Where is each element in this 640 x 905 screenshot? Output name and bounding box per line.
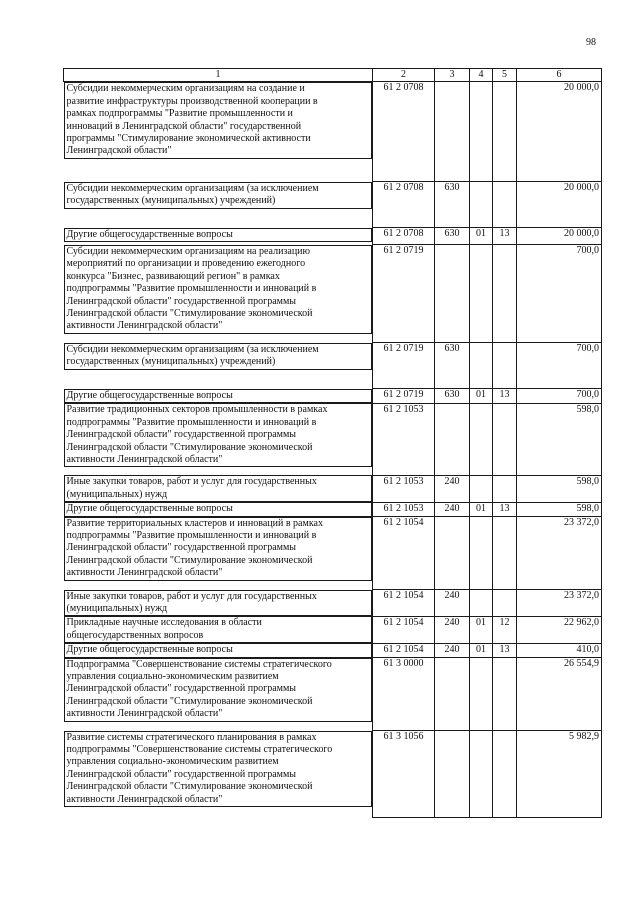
row-expense-type: 630 (435, 182, 470, 228)
row-description: Другие общегосударственные вопросы (64, 643, 373, 657)
row-amount: 598,0 (517, 502, 602, 516)
row-section (470, 475, 493, 502)
row-amount: 700,0 (517, 343, 602, 389)
row-subsection: 13 (493, 502, 517, 516)
row-section (470, 82, 493, 182)
row-description: Другие общегосударственные вопросы (64, 502, 373, 516)
row-section (470, 731, 493, 818)
row-subsection (493, 590, 517, 617)
row-amount: 22 962,0 (517, 616, 602, 643)
row-subsection (493, 658, 517, 731)
row-expense-type (435, 658, 470, 731)
row-description: Субсидии некоммерческим организациям (за исключением государственных (муниципальных) учреждений) (64, 343, 373, 370)
row-amount: 598,0 (517, 403, 602, 475)
table-row (64, 403, 602, 475)
row-target-code: 61 2 0719 (373, 343, 435, 389)
table-row (64, 343, 602, 389)
row-section: 01 (470, 228, 493, 245)
table-body (64, 69, 602, 818)
table-row (64, 590, 602, 617)
row-target-code: 61 2 1053 (373, 475, 435, 502)
row-target-code: 61 2 1054 (373, 590, 435, 617)
row-target-code: 61 3 0000 (373, 658, 435, 731)
row-subsection: 13 (493, 228, 517, 245)
row-section (470, 343, 493, 389)
row-subsection (493, 731, 517, 818)
row-amount: 598,0 (517, 475, 602, 502)
row-description: Развитие территориальных кластеров и инноваций в рамках подпрограммы "Развитие промышленности и инноваций в Ленинградской области" государственной программы Ленинградской области "Стимулирование экономической активности Ленинградской области" (64, 517, 373, 581)
row-target-code: 61 2 0708 (373, 82, 435, 182)
row-subsection: 13 (493, 643, 517, 657)
row-target-code: 61 3 1056 (373, 731, 435, 818)
row-target-code: 61 2 0719 (373, 245, 435, 343)
row-subsection (493, 245, 517, 343)
row-amount: 5 982,9 (517, 731, 602, 818)
row-expense-type: 240 (435, 590, 470, 617)
table-row (64, 475, 602, 502)
row-amount: 700,0 (517, 245, 602, 343)
row-expense-type (435, 403, 470, 475)
header-cell-1: 1 (64, 69, 373, 82)
row-amount: 23 372,0 (517, 590, 602, 617)
row-section (470, 403, 493, 475)
row-description: Субсидии некоммерческим организациям на создание и развитие инфраструктуры производственной кооперации в рамках подпрограммы "Развитие промышленности и инноваций в Ленинградской области" государственной программы "Стимулирование экономической активности Ленинградской области" (64, 82, 373, 158)
row-expense-type: 240 (435, 643, 470, 657)
row-section (470, 590, 493, 617)
row-subsection (493, 403, 517, 475)
row-amount: 700,0 (517, 389, 602, 403)
table-row (64, 658, 602, 731)
row-description: Другие общегосударственные вопросы (64, 228, 373, 242)
table-row (64, 228, 602, 245)
header-cell-6: 6 (517, 69, 602, 82)
row-description: Иные закупки товаров, работ и услуг для государственных (муниципальных) нужд (64, 590, 373, 617)
row-section: 01 (470, 502, 493, 516)
row-section (470, 182, 493, 228)
row-section: 01 (470, 616, 493, 643)
row-target-code: 61 2 1054 (373, 517, 435, 590)
row-description: Субсидии некоммерческим организациям на реализацию мероприятий по организации и проведению ежегодного конкурса "Бизнес, развивающий регион" в рамках подпрограммы "Развитие промышленности и инноваций в Ленинградской области" государственной программы Ленинградской области "Стимулирование экономической активности Ленинградской области" (64, 245, 373, 334)
row-subsection (493, 182, 517, 228)
row-target-code: 61 2 1053 (373, 502, 435, 516)
row-expense-type: 240 (435, 502, 470, 516)
row-description: Другие общегосударственные вопросы (64, 389, 373, 403)
table-row (64, 182, 602, 228)
row-subsection (493, 343, 517, 389)
row-description: Прикладные научные исследования в области общегосударственных вопросов (64, 616, 373, 643)
row-expense-type (435, 517, 470, 590)
row-target-code: 61 2 0708 (373, 182, 435, 228)
header-cell-4: 4 (470, 69, 493, 82)
table-row (64, 616, 602, 643)
page-number: 98 (586, 37, 596, 48)
row-description: Подпрограмма "Совершенствование системы стратегического управления социально-экономическим развитием Ленинградской области" государственной программы Ленинградской области "Стимулирование экономической активности Ленинградской области" (64, 658, 373, 722)
row-subsection (493, 475, 517, 502)
row-amount: 20 000,0 (517, 182, 602, 228)
row-description: Иные закупки товаров, работ и услуг для государственных (муниципальных) нужд (64, 475, 373, 502)
row-amount: 20 000,0 (517, 228, 602, 245)
row-subsection: 12 (493, 616, 517, 643)
table-row (64, 389, 602, 403)
row-description: Развитие традиционных секторов промышленности в рамках подпрограммы "Развитие промышленности и инноваций в Ленинградской области" государственной программы Ленинградской области "Стимулирование экономической активности Ленинградской области" (64, 403, 373, 467)
row-expense-type (435, 245, 470, 343)
row-target-code: 61 2 1054 (373, 616, 435, 643)
header-cell-3: 3 (435, 69, 470, 82)
row-expense-type: 240 (435, 616, 470, 643)
table-row (64, 643, 602, 657)
row-expense-type (435, 82, 470, 182)
header-cell-2: 2 (373, 69, 435, 82)
row-target-code: 61 2 0719 (373, 389, 435, 403)
header-row (64, 69, 602, 82)
row-target-code: 61 2 0708 (373, 228, 435, 245)
row-section (470, 658, 493, 731)
table-row (64, 517, 602, 590)
row-expense-type: 630 (435, 389, 470, 403)
table-row (64, 82, 602, 182)
table-row (64, 731, 602, 818)
row-expense-type: 630 (435, 228, 470, 245)
row-amount: 20 000,0 (517, 82, 602, 182)
row-target-code: 61 2 1054 (373, 643, 435, 657)
row-section (470, 517, 493, 590)
budget-table (63, 68, 602, 818)
row-subsection (493, 82, 517, 182)
row-description: Развитие системы стратегического планирования в рамках подпрограммы "Совершенствование системы стратегического управления социально-экономическим развитием Ленинградской области" государственной программы Ленинградской области "Стимулирование экономической активности Ленинградской области" (64, 731, 373, 807)
row-description: Субсидии некоммерческим организациям (за исключением государственных (муниципальных) учреждений) (64, 182, 373, 209)
row-section (470, 245, 493, 343)
table-row (64, 245, 602, 343)
row-amount: 410,0 (517, 643, 602, 657)
row-amount: 26 554,9 (517, 658, 602, 731)
row-expense-type (435, 731, 470, 818)
row-target-code: 61 2 1053 (373, 403, 435, 475)
header-cell-5: 5 (493, 69, 517, 82)
row-section: 01 (470, 643, 493, 657)
table-row (64, 502, 602, 516)
row-expense-type: 630 (435, 343, 470, 389)
row-section: 01 (470, 389, 493, 403)
row-subsection: 13 (493, 389, 517, 403)
row-subsection (493, 517, 517, 590)
row-amount: 23 372,0 (517, 517, 602, 590)
row-expense-type: 240 (435, 475, 470, 502)
